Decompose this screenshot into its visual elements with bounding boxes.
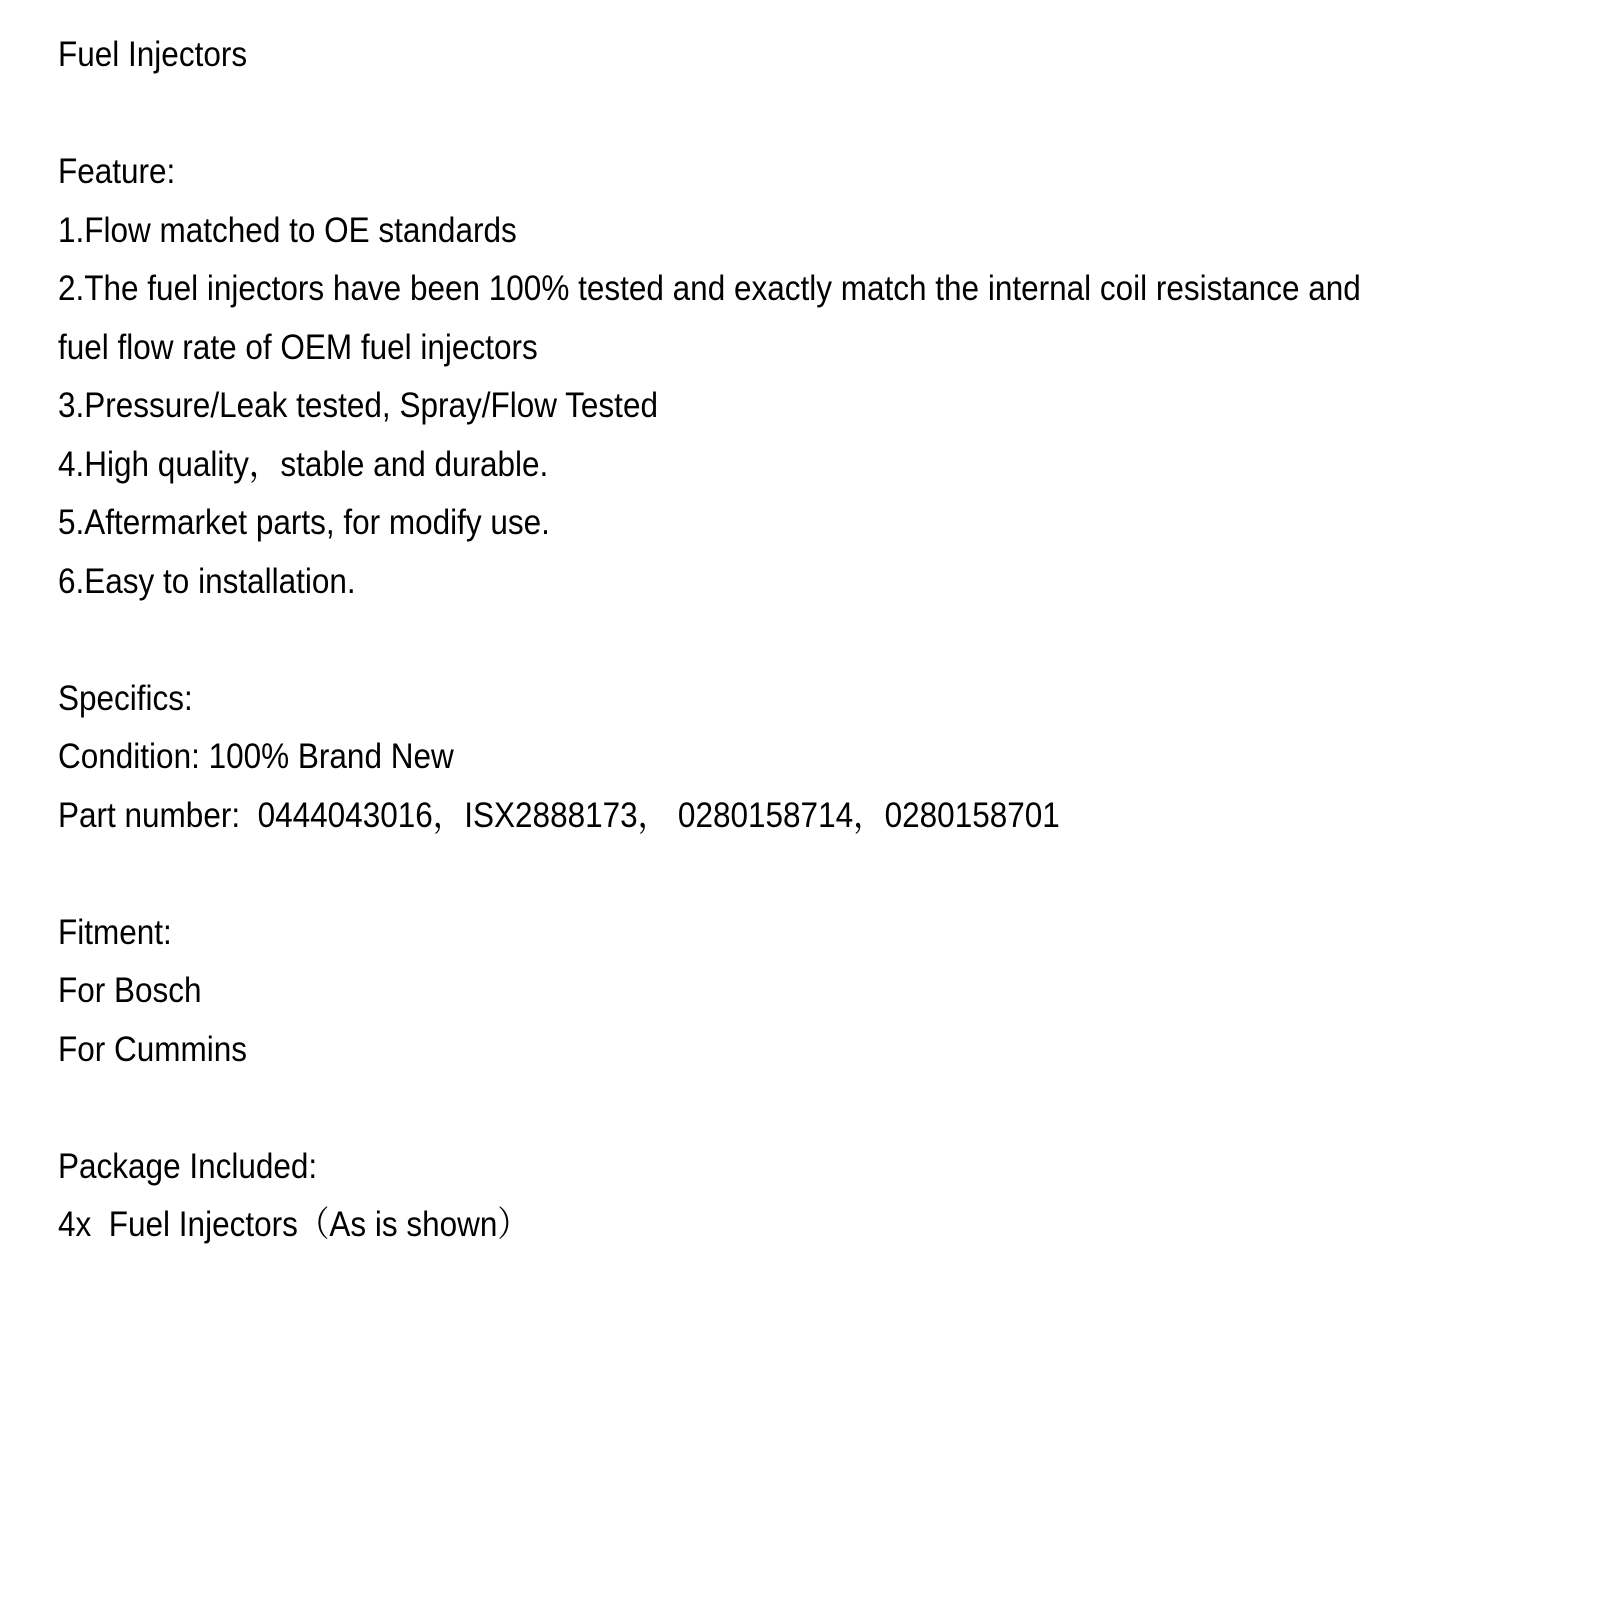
- feature-line: 1.Flow matched to OE standards: [58, 210, 517, 250]
- package-line: Package Included:: [58, 1146, 318, 1186]
- product-description-document: [58, 26, 1558, 1255]
- fitment-line: For Bosch: [58, 971, 202, 1010]
- feature-line: Feature:: [58, 152, 176, 191]
- blank-line: [58, 845, 1408, 904]
- blank-line: [58, 85, 1408, 144]
- specifics-line: Specifics:: [58, 678, 193, 718]
- specifics-line: Condition: 100% Brand New: [58, 737, 454, 776]
- title-line: Fuel Injectors: [58, 35, 248, 74]
- feature-line: 3.Pressure/Leak tested, Spray/Flow Tested: [58, 386, 658, 425]
- feature-line: 4.High quality，stable and durable.: [58, 444, 549, 484]
- blank-line: [58, 611, 1408, 670]
- feature-line: 5.Aftermarket parts, for modify use.: [58, 503, 550, 542]
- blank-line: [58, 1079, 1408, 1138]
- feature-line: 2.The fuel injectors have been 100% tested and exactly match the internal coil resistance and: [58, 269, 1361, 308]
- fitment-line: For Cummins: [58, 1029, 248, 1069]
- feature-line: 6.Easy to installation.: [58, 561, 356, 601]
- specifics-line: Part number: 0444043016，ISX2888173， 0280158714，0280158701: [58, 795, 1060, 835]
- package-line: 4x Fuel Injectors（As is shown）: [58, 1205, 529, 1244]
- fitment-line: Fitment:: [58, 912, 172, 952]
- feature-line: fuel flow rate of OEM fuel injectors: [58, 327, 538, 367]
